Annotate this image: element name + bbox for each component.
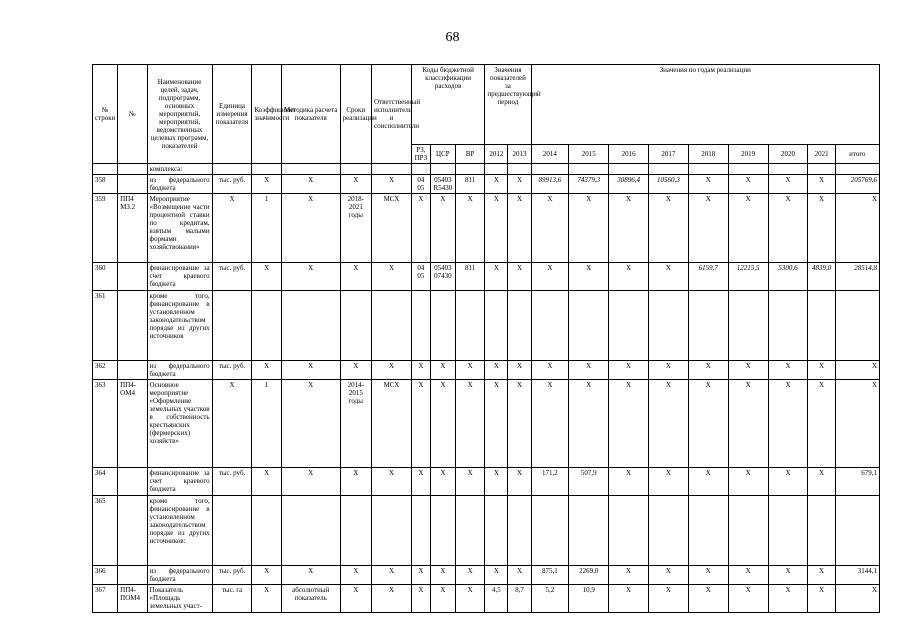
- table-row: [93, 566, 880, 585]
- row-total: X: [835, 361, 879, 380]
- row-2021: 4839,0: [808, 263, 835, 291]
- row-2021: X: [808, 194, 835, 263]
- row-total: X: [835, 194, 879, 263]
- row-coef: X: [252, 263, 281, 291]
- row-csr: X: [430, 361, 455, 380]
- row-name: финансирование за счет краевого бюджета: [147, 468, 212, 496]
- row-csr: X: [430, 585, 455, 613]
- row-2014: X: [531, 194, 569, 263]
- row-num: [118, 291, 147, 361]
- header-rz: РЗ, ПРЗ: [411, 145, 430, 164]
- row-vr: X: [455, 585, 484, 613]
- row-2016: X: [609, 361, 649, 380]
- row-unit: тыс. руб.: [212, 175, 252, 194]
- header-unit: Единица измерения показателя: [212, 65, 252, 164]
- row-method: X: [281, 263, 340, 291]
- table-row: [93, 585, 880, 613]
- row-2012: X: [485, 175, 508, 194]
- row-2015: 507,9: [569, 468, 609, 496]
- header-method: Методика расчета показателя: [281, 65, 340, 164]
- row-2013: X: [508, 468, 531, 496]
- row-rz: X: [411, 361, 430, 380]
- row-no: 363: [93, 380, 118, 468]
- row-total: 3144,1: [835, 566, 879, 585]
- row-vr: 811: [455, 175, 484, 194]
- row-2020: X: [768, 194, 808, 263]
- row-2016: 30896,4: [609, 175, 649, 194]
- row-method: абсолютный показатель: [281, 585, 340, 613]
- row-2019: X: [728, 380, 768, 468]
- row-total: 28514,8: [835, 263, 879, 291]
- row-2019: X: [728, 468, 768, 496]
- row-no: 358: [93, 175, 118, 194]
- row-2018: X: [688, 380, 728, 468]
- row-name: Мероприятие «Возмещение части процентной ставки по кредитам, взятым малыми формами хозяйствования»: [147, 194, 212, 263]
- row-2017: X: [649, 194, 689, 263]
- header-2014: 2014: [531, 145, 569, 164]
- row-method: X: [281, 468, 340, 496]
- header-num: №: [118, 65, 147, 164]
- header-coef: Коэффициент значимости: [252, 65, 281, 164]
- row-2013: X: [508, 361, 531, 380]
- row-no: 365: [93, 496, 118, 566]
- row-name: комплекса:: [147, 164, 212, 175]
- row-2012: X: [485, 468, 508, 496]
- header-2020: 2020: [768, 145, 808, 164]
- row-2018: X: [688, 566, 728, 585]
- row-terms: X: [340, 263, 371, 291]
- row-terms: 2018-2021 годы: [340, 194, 371, 263]
- row-method: X: [281, 175, 340, 194]
- row-no: 364: [93, 468, 118, 496]
- row-coef: 1: [252, 194, 281, 263]
- row-2020: 5300,6: [768, 263, 808, 291]
- row-2015: X: [569, 380, 609, 468]
- header-terms: Сроки реализации: [340, 65, 371, 164]
- row-2016: X: [609, 263, 649, 291]
- row-2015: 2269,0: [569, 566, 609, 585]
- row-num: ПП4-ОМ4: [118, 380, 147, 468]
- row-vr: X: [455, 361, 484, 380]
- row-num: ПП4 МЗ.2: [118, 194, 147, 263]
- row-num: [118, 496, 147, 566]
- page-number: 68: [445, 30, 460, 45]
- row-unit: тыс. руб.: [212, 263, 252, 291]
- row-2021: X: [808, 175, 835, 194]
- row-resp: X: [372, 585, 412, 613]
- row-csr: X: [430, 194, 455, 263]
- row-total: 205769,6: [835, 175, 879, 194]
- row-method: X: [281, 566, 340, 585]
- header-2015: 2015: [569, 145, 609, 164]
- row-num: [118, 468, 147, 496]
- row-2015: X: [569, 361, 609, 380]
- row-2017: X: [649, 566, 689, 585]
- row-rz: X: [411, 194, 430, 263]
- row-no: 366: [93, 566, 118, 585]
- row-2015: X: [569, 194, 609, 263]
- row-2013: X: [508, 194, 531, 263]
- row-2019: X: [728, 566, 768, 585]
- row-name: кроме того, финансирование в установленном законодательством порядке из других источников:: [147, 496, 212, 566]
- header-2017: 2017: [649, 145, 689, 164]
- row-2017: X: [649, 361, 689, 380]
- row-2015: 10,9: [569, 585, 609, 613]
- header-budget-codes: Коды бюджетной классификации расходов: [411, 65, 484, 145]
- row-terms: X: [340, 361, 371, 380]
- table-row: [93, 175, 880, 194]
- row-name: Основное мероприятие «Оформление земельных участков в собственность крестьянских (фермерских) хозяйств»: [147, 380, 212, 468]
- header-2016: 2016: [609, 145, 649, 164]
- row-csr: X: [430, 468, 455, 496]
- row-2021: X: [808, 468, 835, 496]
- row-name: кроме того, финансирование в установленном законодательством порядке из других источников: [147, 291, 212, 361]
- row-method: X: [281, 194, 340, 263]
- header-vr: ВР: [455, 145, 484, 164]
- header-name: Наименование целей, задач, подпрограмм, основных мероприятий, мероприятий, ведомственных целевых программ, показателей: [147, 65, 212, 164]
- row-name: из федерального бюджета: [147, 175, 212, 194]
- row-2016: X: [609, 380, 649, 468]
- row-csr: 05403 R5430: [430, 175, 455, 194]
- table-row: [93, 291, 880, 361]
- row-rz: X: [411, 468, 430, 496]
- row-vr: X: [455, 380, 484, 468]
- table-row: [93, 496, 880, 566]
- row-terms: X: [340, 468, 371, 496]
- row-unit: тыс. га: [212, 585, 252, 613]
- header-prev-values: Значения показателей за предшествующий период: [485, 65, 531, 145]
- row-2020: X: [768, 380, 808, 468]
- row-vr: 811: [455, 263, 484, 291]
- row-name: из федерального бюджета: [147, 566, 212, 585]
- row-name: финансирование за счет краевого бюджета: [147, 263, 212, 291]
- row-vr: X: [455, 566, 484, 585]
- row-coef: X: [252, 468, 281, 496]
- row-resp: X: [372, 263, 412, 291]
- table-row: [93, 263, 880, 291]
- row-no: 361: [93, 291, 118, 361]
- row-name: Показатель «Площадь земельных участ-: [147, 585, 212, 613]
- header-values-by-year: Значения по годам реализации: [531, 65, 879, 145]
- row-no: 359: [93, 194, 118, 263]
- row-resp: X: [372, 468, 412, 496]
- header-2013: 2013: [508, 145, 531, 164]
- row-method: X: [281, 361, 340, 380]
- row-2019: 12215,5: [728, 263, 768, 291]
- row-2015: X: [569, 263, 609, 291]
- row-2014: X: [531, 380, 569, 468]
- row-total: X: [835, 585, 879, 613]
- row-num: ПП4-ПОМ4: [118, 585, 147, 613]
- row-2021: X: [808, 585, 835, 613]
- row-csr: X: [430, 566, 455, 585]
- table-row: [93, 380, 880, 468]
- row-2020: X: [768, 361, 808, 380]
- row-2017: X: [649, 380, 689, 468]
- row-2017: X: [649, 468, 689, 496]
- row-resp: МСХ: [372, 194, 412, 263]
- row-2015: 74379,3: [569, 175, 609, 194]
- header-csr: ЦСР: [430, 145, 455, 164]
- row-2018: X: [688, 194, 728, 263]
- row-2021: X: [808, 566, 835, 585]
- row-2016: X: [609, 468, 649, 496]
- row-terms: X: [340, 566, 371, 585]
- row-rz: X: [411, 566, 430, 585]
- row-num: [118, 263, 147, 291]
- row-2017: 10560,3: [649, 175, 689, 194]
- row-2020: X: [768, 585, 808, 613]
- row-2013: 8,7: [508, 585, 531, 613]
- program-table: [92, 64, 880, 613]
- row-2018: X: [688, 361, 728, 380]
- row-2014: 171,2: [531, 468, 569, 496]
- row-unit: X: [212, 380, 252, 468]
- row-2018: 6159,7: [688, 263, 728, 291]
- row-csr: 05403 07430: [430, 263, 455, 291]
- header-2021: 2021: [808, 145, 835, 164]
- row-2012: 4,5: [485, 585, 508, 613]
- row-coef: X: [252, 585, 281, 613]
- row-unit: тыс. руб.: [212, 566, 252, 585]
- row-rz: 04 05: [411, 175, 430, 194]
- row-vr: X: [455, 194, 484, 263]
- row-num: [118, 566, 147, 585]
- row-2017: X: [649, 585, 689, 613]
- row-name: из федерального бюджета: [147, 361, 212, 380]
- row-total: 679,1: [835, 468, 879, 496]
- table-row: [93, 361, 880, 380]
- row-2014: X: [531, 361, 569, 380]
- row-coef: 1: [252, 380, 281, 468]
- header-resp: Ответственный исполнитель и соисполнители: [372, 65, 412, 164]
- row-num: [118, 361, 147, 380]
- row-2021: X: [808, 380, 835, 468]
- row-2012: X: [485, 194, 508, 263]
- row-2014: 5,2: [531, 585, 569, 613]
- row-2014: 875,1: [531, 566, 569, 585]
- row-vr: X: [455, 468, 484, 496]
- row-2017: X: [649, 263, 689, 291]
- row-2018: X: [688, 175, 728, 194]
- row-2013: X: [508, 175, 531, 194]
- row-2013: X: [508, 263, 531, 291]
- header-row-no: № строки: [93, 65, 118, 164]
- table-row: [93, 194, 880, 263]
- row-2014: 89913,6: [531, 175, 569, 194]
- row-2018: X: [688, 468, 728, 496]
- row-resp: МСХ: [372, 380, 412, 468]
- row-2021: X: [808, 361, 835, 380]
- row-2012: X: [485, 263, 508, 291]
- row-2012: X: [485, 380, 508, 468]
- row-terms: X: [340, 175, 371, 194]
- header-2019: 2019: [728, 145, 768, 164]
- row-2018: X: [688, 585, 728, 613]
- row-2020: X: [768, 566, 808, 585]
- row-rz: X: [411, 585, 430, 613]
- row-csr: X: [430, 380, 455, 468]
- row-2020: X: [768, 468, 808, 496]
- row-coef: X: [252, 175, 281, 194]
- row-2019: X: [728, 194, 768, 263]
- row-unit: X: [212, 194, 252, 263]
- row-2019: X: [728, 585, 768, 613]
- row-2016: X: [609, 566, 649, 585]
- row-resp: X: [372, 175, 412, 194]
- row-resp: X: [372, 361, 412, 380]
- header-2012: 2012: [485, 145, 508, 164]
- row-2012: X: [485, 361, 508, 380]
- row-2012: X: [485, 566, 508, 585]
- row-coef: X: [252, 566, 281, 585]
- table-row: [93, 468, 880, 496]
- row-terms: 2014-2015 годы: [340, 380, 371, 468]
- row-2013: X: [508, 380, 531, 468]
- row-rz: 04 05: [411, 263, 430, 291]
- header-2018: 2018: [688, 145, 728, 164]
- row-total: X: [835, 380, 879, 468]
- header-total: итого: [835, 145, 879, 164]
- table-row: [93, 164, 880, 175]
- row-rz: X: [411, 380, 430, 468]
- row-2014: X: [531, 263, 569, 291]
- row-no: 367: [93, 585, 118, 613]
- row-method: X: [281, 380, 340, 468]
- row-num: [118, 175, 147, 194]
- row-unit: тыс. руб.: [212, 468, 252, 496]
- row-terms: X: [340, 585, 371, 613]
- row-no: 362: [93, 361, 118, 380]
- header-row: [93, 65, 880, 145]
- row-2020: X: [768, 175, 808, 194]
- row-2016: X: [609, 194, 649, 263]
- row-2019: X: [728, 361, 768, 380]
- row-2013: X: [508, 566, 531, 585]
- row-2016: X: [609, 585, 649, 613]
- row-coef: X: [252, 361, 281, 380]
- row-unit: тыс. руб.: [212, 361, 252, 380]
- row-resp: X: [372, 566, 412, 585]
- row-2019: X: [728, 175, 768, 194]
- row-no: 360: [93, 263, 118, 291]
